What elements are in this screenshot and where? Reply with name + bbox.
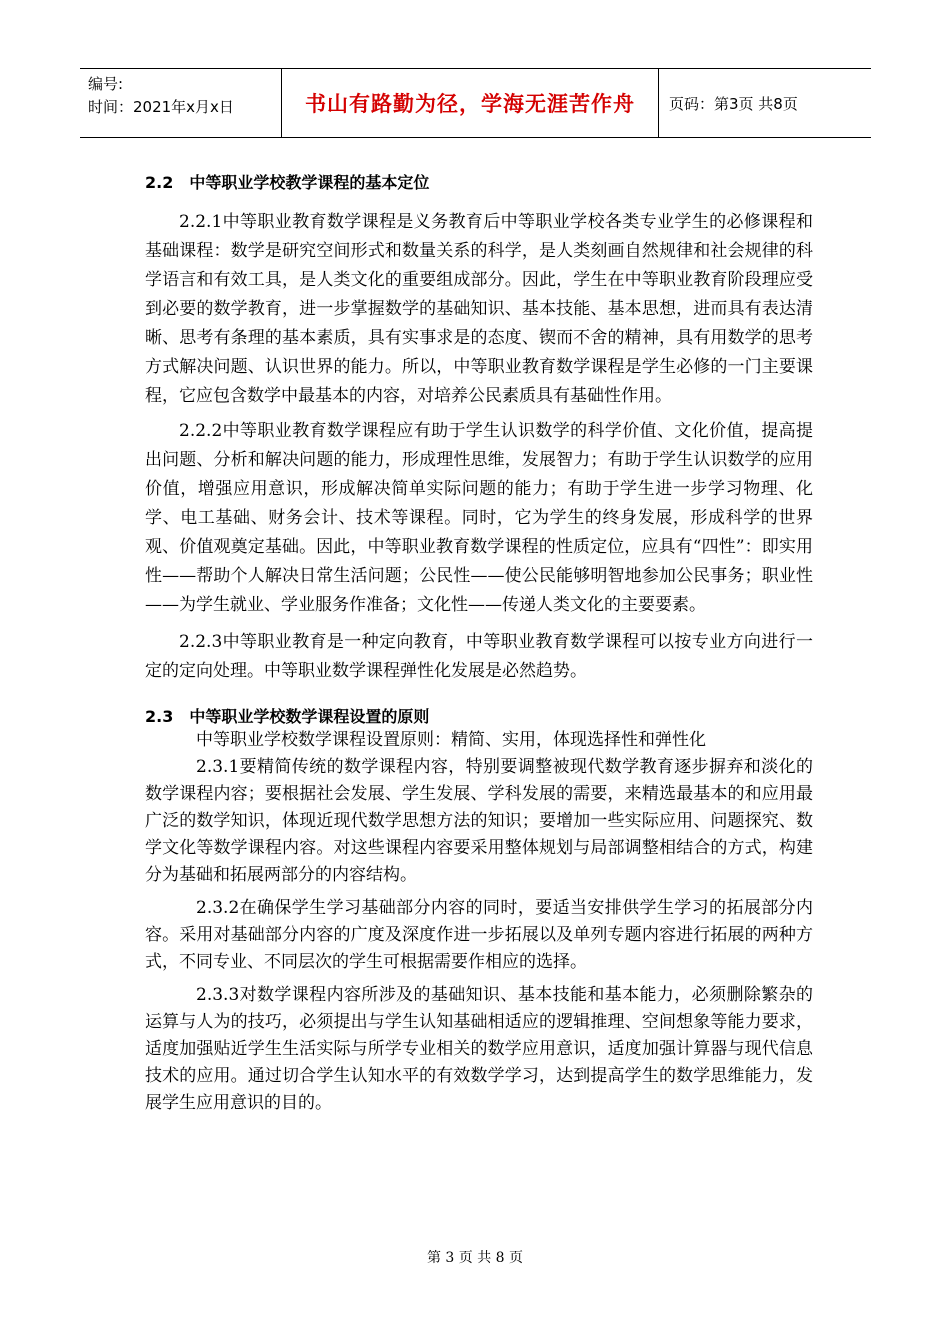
header-meta — [80, 69, 282, 137]
document-number-label: 编号: — [88, 75, 124, 93]
section-heading-2-2: 2.2 中等职业学校教学课程的基本定位 — [145, 173, 430, 192]
page-footer: 第 3 页 共 8 页 — [426, 1250, 524, 1266]
header-motto: 书山有路勤为径，学海无涯苦作舟 — [282, 69, 659, 137]
paragraph-2-3-3: 2.3.3对数学课程内容所涉及的基础知识、基本技能和基本能力，必须删除繁杂的运算与人为的技巧，必须提出与学生认知基础相适应的逻辑推理、空间想象等能力要求，适度加强贴近学生生活实际与所学专业相关的数学应用意识，适度加强计算器与现代信息技术的应用。通过切合学生认知水平的有效数学学习，达到提高学生的数学思维能力，发展学生应用意识的目的。 — [145, 985, 813, 1113]
page-header — [80, 68, 871, 138]
document-time-label: 时间：2021年x月x日 — [88, 98, 234, 116]
paragraph-2-2-1: 2.2.1中等职业教育数学课程是义务教育后中等职业学校各类专业学生的必修课程和基础课程：数学是研究空间形式和数量关系的科学，是人类刻画自然规律和社会规律的科学语言和有效工具，是人类文化的重要组成部分。因此，学生在中等职业教育阶段理应受到必要的数学教育，进一步掌握数学的基础知识、基本技能、基本思想，进而具有表达清晰、思考有条理的基本素质，具有实事求是的态度、锲而不舍的精神，具有用数学的思考方式解决问题、认识世界的能力。所以，中等职业教育数学课程是学生必修的一门主要课程，它应包含数学中最基本的内容，对培养公民素质具有基础性作用。 — [145, 212, 813, 406]
paragraph-2-2-2: 2.2.2中等职业教育数学课程应有助于学生认识数学的科学价值、文化价值，提高提出问题、分析和解决问题的能力，形成理性思维，发展智力；有助于学生认识数学的应用价值，增强应用意识，形成解决简单实际问题的能力；有助于学生进一步学习物理、化学、电工基础、财务会计、技术等课程。同时，它为学生的终身发展，形成科学的世界观、价值观奠定基础。因此，中等职业教育数学课程的性质定位，应具有“四性”：即实用性——帮助个人解决日常生活问题；公民性——使公民能够明智地参加公民事务；职业性——为学生就业、学业服务作准备；文化性——传递人类文化的主要要素。 — [145, 421, 813, 615]
paragraph-2-3-2: 2.3.2在确保学生学习基础部分内容的同时，要适当安排供学生学习的拓展部分内容。采用对基础部分内容的广度及深度作进一步拓展以及单列专题内容进行拓展的两种方式，不同专业、不同层次的学生可根据需要作相应的选择。 — [145, 898, 813, 972]
section-heading-2-3: 2.3 中等职业学校数学课程设置的原则 — [145, 707, 430, 726]
header-page-code: 页码：第3页 共8页 — [669, 94, 798, 113]
paragraph-2-2-3: 2.2.3中等职业教育是一种定向教育，中等职业教育数学课程可以按专业方向进行一定的定向处理。中等职业数学课程弹性化发展是必然趋势。 — [145, 632, 813, 681]
document-body — [145, 170, 813, 1117]
section-intro-2-3: 中等职业学校数学课程设置原则：精简、实用，体现选择性和弹性化 — [196, 730, 706, 750]
paragraph-2-3-1: 2.3.1要精简传统的数学课程内容，特别要调整被现代数学教育逐步摒弃和淡化的数学课程内容；要根据社会发展、学生发展、学科发展的需要，来精选最基本的和应用最广泛的数学知识，体现近现代数学思想方法的知识；要增加一些实际应用、问题探究、数学文化等数学课程内容。对这些课程内容要采用整体规划与局部调整相结合的方式，构建分为基础和拓展两部分的内容结构。 — [145, 757, 813, 885]
